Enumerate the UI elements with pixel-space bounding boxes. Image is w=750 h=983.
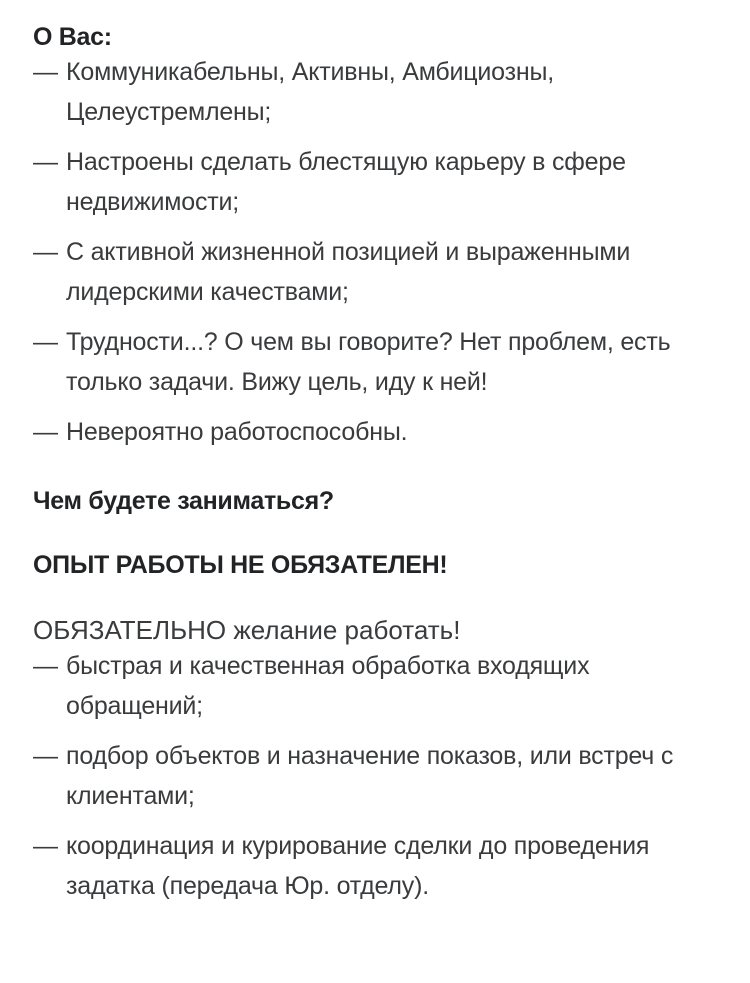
list-item bbox=[33, 736, 726, 816]
dash-marker: — bbox=[33, 418, 58, 446]
dash-marker: — bbox=[33, 742, 58, 770]
list-item bbox=[33, 322, 726, 402]
list-item bbox=[33, 142, 726, 222]
list-item bbox=[33, 412, 726, 452]
about-list bbox=[33, 52, 726, 452]
list-item bbox=[33, 826, 726, 906]
about-item-text: С активной жизненной позицией и выраженными лидерскими качествами; bbox=[66, 238, 631, 306]
duty-item-text: подбор объектов и назначение показов, или встреч с клиентами; bbox=[66, 742, 674, 810]
duties-list bbox=[33, 646, 726, 906]
list-item bbox=[33, 232, 726, 312]
experience-note: ОПЫТ РАБОТЫ НЕ ОБЯЗАТЕЛЕН! bbox=[33, 551, 448, 579]
dash-marker: — bbox=[33, 328, 58, 356]
list-item bbox=[33, 646, 726, 726]
dash-marker: — bbox=[33, 58, 58, 86]
list-item bbox=[33, 52, 726, 132]
duty-item-text: координация и курирование сделки до проведения задатка (передача Юр. отделу). bbox=[66, 832, 650, 900]
dash-marker: — bbox=[33, 652, 58, 680]
about-item-text: Коммуникабельны, Активны, Амбициозны, Целеустремлены; bbox=[66, 58, 554, 126]
dash-marker: — bbox=[33, 832, 58, 860]
dash-marker: — bbox=[33, 238, 58, 266]
dash-marker: — bbox=[33, 148, 58, 176]
duty-item-text: быстрая и качественная обработка входящих обращений; bbox=[66, 652, 590, 720]
duties-heading: Чем будете заниматься? bbox=[33, 487, 334, 515]
about-item-text: Невероятно работоспособны. bbox=[66, 418, 408, 446]
about-item-text: Трудности...? О чем вы говорите? Нет проблем, есть только задачи. Вижу цель, иду к ней! bbox=[66, 328, 671, 396]
about-heading: О Вас: bbox=[33, 23, 112, 51]
about-item-text: Настроены сделать блестящую карьеру в сфере недвижимости; bbox=[66, 148, 626, 216]
desire-note: ОБЯЗАТЕЛЬНО желание работать! bbox=[33, 615, 461, 645]
